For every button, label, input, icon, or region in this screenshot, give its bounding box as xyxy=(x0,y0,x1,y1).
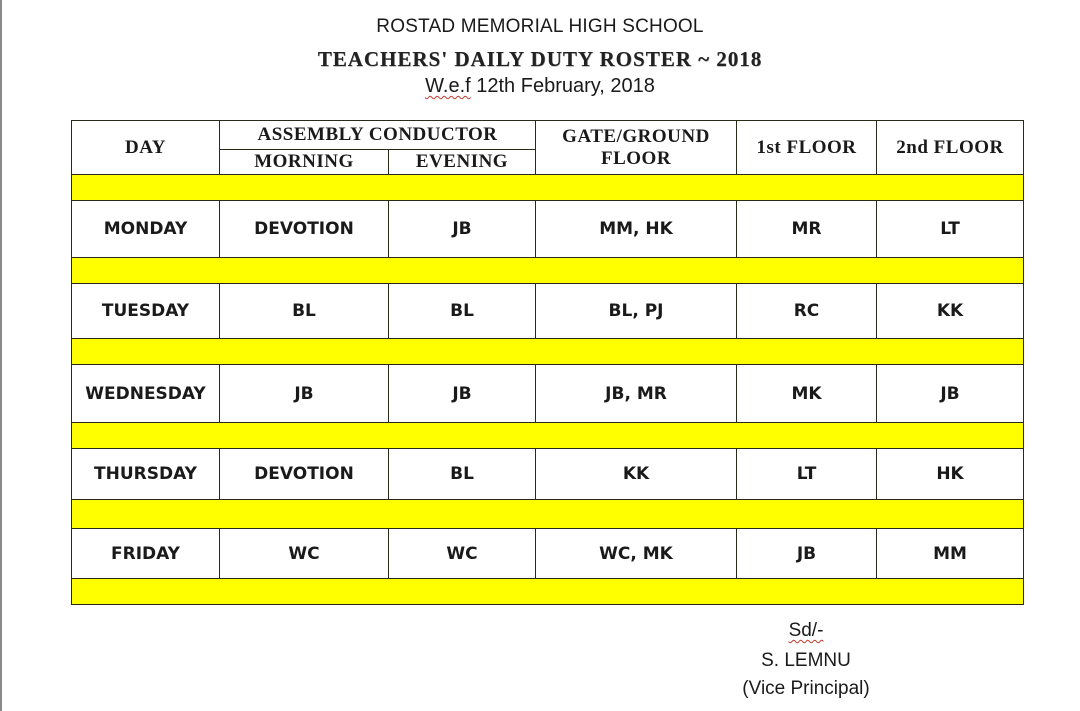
cell-first-floor: JB xyxy=(737,529,877,579)
cell-first-floor: LT xyxy=(737,449,877,500)
cell-day: WEDNESDAY xyxy=(72,365,220,423)
header-day: DAY xyxy=(72,121,220,175)
cell-morning: DEVOTION xyxy=(220,449,389,500)
cell-day: MONDAY xyxy=(72,201,220,258)
yellow-spacer-row xyxy=(72,579,1024,605)
school-name: ROSTAD MEMORIAL HIGH SCHOOL xyxy=(376,16,704,37)
cell-first-floor: MR xyxy=(737,201,877,258)
header-assembly-conductor: ASSEMBLY CONDUCTOR xyxy=(220,121,536,150)
table-row-wednesday xyxy=(72,365,1024,423)
signatory-role: (Vice Principal) xyxy=(742,678,870,699)
cell-second-floor: MM xyxy=(877,529,1024,579)
cell-gate-ground: MM, HK xyxy=(536,201,737,258)
cell-first-floor: MK xyxy=(737,365,877,423)
signature-mark xyxy=(700,620,912,642)
cell-morning: BL xyxy=(220,284,389,339)
yellow-spacer xyxy=(72,175,1024,201)
cell-evening: BL xyxy=(389,449,536,500)
effective-date: 12th February, 2018 xyxy=(476,75,655,97)
cell-morning: DEVOTION xyxy=(220,201,389,258)
yellow-spacer xyxy=(72,423,1024,449)
header-gate-ground-line1: GATE/GROUND xyxy=(562,125,710,147)
signatory-name: S. LEMNU xyxy=(761,650,851,671)
table-row-friday xyxy=(72,529,1024,579)
yellow-spacer xyxy=(72,339,1024,365)
table-row-thursday xyxy=(72,449,1024,500)
effective-prefix: W.e.f xyxy=(425,75,471,97)
yellow-spacer xyxy=(72,579,1024,605)
header-gate-ground-floor xyxy=(536,121,737,175)
cell-evening: WC xyxy=(389,529,536,579)
signature-mark-text: Sd/- xyxy=(788,620,824,641)
cell-second-floor: LT xyxy=(877,201,1024,258)
yellow-spacer-row xyxy=(72,175,1024,201)
effective-date-line xyxy=(0,75,1080,98)
table-row-tuesday xyxy=(72,284,1024,339)
cell-morning: JB xyxy=(220,365,389,423)
yellow-spacer-row xyxy=(72,339,1024,365)
cell-first-floor: RC xyxy=(737,284,877,339)
header-row xyxy=(72,121,1024,150)
yellow-spacer xyxy=(72,500,1024,529)
cell-second-floor: HK xyxy=(877,449,1024,500)
cell-gate-ground: KK xyxy=(536,449,737,500)
page-left-border xyxy=(0,0,2,711)
cell-day: THURSDAY xyxy=(72,449,220,500)
header-first-floor: 1st FLOOR xyxy=(737,121,877,175)
cell-second-floor: KK xyxy=(877,284,1024,339)
cell-morning: WC xyxy=(220,529,389,579)
yellow-spacer xyxy=(72,258,1024,284)
cell-day: FRIDAY xyxy=(72,529,220,579)
roster-title: TEACHERS' DAILY DUTY ROSTER ~ 2018 xyxy=(317,47,763,71)
cell-evening: BL xyxy=(389,284,536,339)
cell-evening: JB xyxy=(389,201,536,258)
yellow-spacer-row xyxy=(72,423,1024,449)
cell-evening: JB xyxy=(389,365,536,423)
header-gate-ground-line2: FLOOR xyxy=(600,147,672,169)
yellow-spacer-row xyxy=(72,258,1024,284)
header-second-floor: 2nd FLOOR xyxy=(877,121,1024,175)
cell-gate-ground: BL, PJ xyxy=(536,284,737,339)
cell-day: TUESDAY xyxy=(72,284,220,339)
yellow-spacer-row xyxy=(72,500,1024,529)
cell-gate-ground: WC, MK xyxy=(536,529,737,579)
cell-gate-ground: JB, MR xyxy=(536,365,737,423)
cell-second-floor: JB xyxy=(877,365,1024,423)
header-morning: MORNING xyxy=(220,150,389,175)
table-row-monday xyxy=(72,201,1024,258)
duty-roster-table xyxy=(71,120,1024,605)
header-evening: EVENING xyxy=(389,150,536,175)
